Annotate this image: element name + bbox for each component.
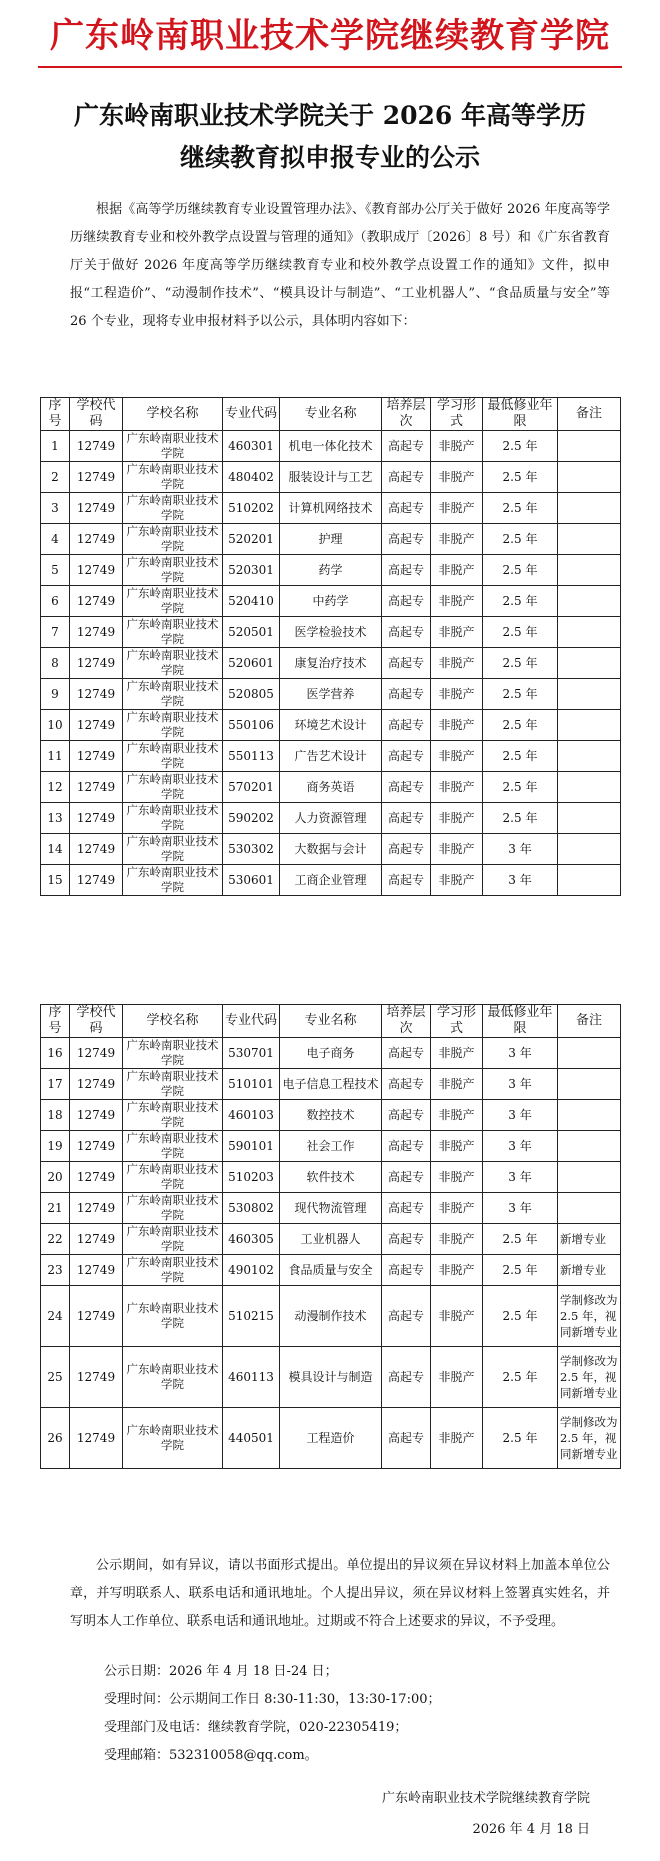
table-row <box>41 1131 621 1162</box>
cell-remarks: 新增专业 <box>558 1255 621 1286</box>
column-header-min-years: 最低修业年限 <box>483 398 558 431</box>
table-body <box>41 1038 621 1469</box>
cell-remarks: 学制修改为 2.5 年，视同新增专业 <box>558 1347 621 1408</box>
cell-major-name: 服装设计与工艺 <box>280 462 382 493</box>
cell-index: 5 <box>41 555 70 586</box>
cell-level: 高起专 <box>382 1100 431 1131</box>
cell-min-years: 2.5 年 <box>483 1255 558 1286</box>
cell-school-name: 广东岭南职业技术学院 <box>123 1408 223 1469</box>
cell-remarks <box>558 710 621 741</box>
cell-school-name: 广东岭南职业技术学院 <box>123 1224 223 1255</box>
cell-major-name: 康复治疗技术 <box>280 648 382 679</box>
cell-min-years: 2.5 年 <box>483 772 558 803</box>
cell-level: 高起专 <box>382 710 431 741</box>
column-header-index: 序号 <box>41 1005 70 1038</box>
cell-level: 高起专 <box>382 1038 431 1069</box>
cell-school-name: 广东岭南职业技术学院 <box>123 679 223 710</box>
column-header-level: 培养层次 <box>382 1005 431 1038</box>
cell-major-code: 520501 <box>223 617 280 648</box>
cell-school-code: 12749 <box>70 865 123 896</box>
column-header-major-code: 专业代码 <box>223 398 280 431</box>
letterhead-divider <box>38 66 622 68</box>
cell-study-mode: 非脱产 <box>431 617 483 648</box>
column-header-index: 序号 <box>41 398 70 431</box>
cell-study-mode: 非脱产 <box>431 834 483 865</box>
cell-major-name: 工商企业管理 <box>280 865 382 896</box>
column-header-min-years: 最低修业年限 <box>483 1005 558 1038</box>
cell-remarks <box>558 1193 621 1224</box>
cell-remarks: 学制修改为 2.5 年，视同新增专业 <box>558 1408 621 1469</box>
cell-major-name: 软件技术 <box>280 1162 382 1193</box>
cell-major-code: 510215 <box>223 1286 280 1347</box>
cell-index: 19 <box>41 1131 70 1162</box>
cell-level: 高起专 <box>382 524 431 555</box>
cell-school-code: 12749 <box>70 1162 123 1193</box>
cell-index: 17 <box>41 1069 70 1100</box>
cell-remarks <box>558 555 621 586</box>
table-row <box>41 462 621 493</box>
cell-school-name: 广东岭南职业技术学院 <box>123 772 223 803</box>
cell-remarks <box>558 834 621 865</box>
cell-school-code: 12749 <box>70 803 123 834</box>
cell-major-name: 中药学 <box>280 586 382 617</box>
cell-school-name: 广东岭南职业技术学院 <box>123 555 223 586</box>
cell-study-mode: 非脱产 <box>431 1408 483 1469</box>
cell-major-name: 机电一体化技术 <box>280 431 382 462</box>
cell-study-mode: 非脱产 <box>431 679 483 710</box>
cell-major-name: 广告艺术设计 <box>280 741 382 772</box>
cell-study-mode: 非脱产 <box>431 1255 483 1286</box>
cell-school-name: 广东岭南职业技术学院 <box>123 524 223 555</box>
cell-min-years: 2.5 年 <box>483 617 558 648</box>
cell-index: 14 <box>41 834 70 865</box>
table-row <box>41 1162 621 1193</box>
cell-index: 15 <box>41 865 70 896</box>
cell-level: 高起专 <box>382 555 431 586</box>
cell-school-code: 12749 <box>70 1347 123 1408</box>
cell-school-name: 广东岭南职业技术学院 <box>123 1193 223 1224</box>
column-header-school-name: 学校名称 <box>123 398 223 431</box>
acceptance-hours: 受理时间：公示期间工作日 8:30-11:30，13:30-17:00； <box>104 1692 441 1707</box>
cell-school-code: 12749 <box>70 1193 123 1224</box>
cell-major-code: 510101 <box>223 1069 280 1100</box>
cell-level: 高起专 <box>382 803 431 834</box>
cell-major-code: 460103 <box>223 1100 280 1131</box>
cell-major-name: 环境艺术设计 <box>280 710 382 741</box>
cell-school-code: 12749 <box>70 617 123 648</box>
cell-remarks <box>558 1038 621 1069</box>
cell-study-mode: 非脱产 <box>431 493 483 524</box>
cell-level: 高起专 <box>382 741 431 772</box>
table-body <box>41 431 621 896</box>
cell-school-code: 12749 <box>70 679 123 710</box>
cell-index: 13 <box>41 803 70 834</box>
column-header-study-mode: 学习形式 <box>431 398 483 431</box>
cell-remarks <box>558 648 621 679</box>
cell-school-name: 广东岭南职业技术学院 <box>123 803 223 834</box>
column-header-remarks: 备注 <box>558 398 621 431</box>
cell-school-code: 12749 <box>70 493 123 524</box>
table-row <box>41 1347 621 1408</box>
cell-study-mode: 非脱产 <box>431 524 483 555</box>
cell-school-code: 12749 <box>70 834 123 865</box>
cell-min-years: 3 年 <box>483 1069 558 1100</box>
cell-index: 26 <box>41 1408 70 1469</box>
cell-min-years: 2.5 年 <box>483 462 558 493</box>
cell-major-code: 550106 <box>223 710 280 741</box>
cell-school-name: 广东岭南职业技术学院 <box>123 493 223 524</box>
cell-major-code: 460113 <box>223 1347 280 1408</box>
cell-remarks <box>558 1162 621 1193</box>
cell-major-code: 460301 <box>223 431 280 462</box>
cell-major-code: 520201 <box>223 524 280 555</box>
cell-index: 20 <box>41 1162 70 1193</box>
cell-school-name: 广东岭南职业技术学院 <box>123 648 223 679</box>
cell-min-years: 2.5 年 <box>483 555 558 586</box>
cell-major-code: 510202 <box>223 493 280 524</box>
table-row <box>41 1069 621 1100</box>
table-header-row <box>41 1005 621 1038</box>
cell-school-code: 12749 <box>70 1255 123 1286</box>
column-header-study-mode: 学习形式 <box>431 1005 483 1038</box>
cell-min-years: 2.5 年 <box>483 710 558 741</box>
cell-level: 高起专 <box>382 462 431 493</box>
cell-major-code: 530802 <box>223 1193 280 1224</box>
column-header-school-name: 学校名称 <box>123 1005 223 1038</box>
cell-remarks <box>558 1100 621 1131</box>
cell-remarks <box>558 1131 621 1162</box>
cell-school-code: 12749 <box>70 555 123 586</box>
cell-study-mode: 非脱产 <box>431 1100 483 1131</box>
cell-level: 高起专 <box>382 865 431 896</box>
cell-remarks <box>558 617 621 648</box>
document-title-line2: 继续教育拟申报专业的公示 <box>179 143 480 172</box>
cell-study-mode: 非脱产 <box>431 431 483 462</box>
table-row <box>41 617 621 648</box>
cell-level: 高起专 <box>382 493 431 524</box>
cell-index: 6 <box>41 586 70 617</box>
table-row <box>41 741 621 772</box>
cell-major-code: 520601 <box>223 648 280 679</box>
cell-school-code: 12749 <box>70 462 123 493</box>
cell-index: 16 <box>41 1038 70 1069</box>
cell-level: 高起专 <box>382 1193 431 1224</box>
cell-min-years: 2.5 年 <box>483 586 558 617</box>
cell-level: 高起专 <box>382 679 431 710</box>
cell-major-code: 510203 <box>223 1162 280 1193</box>
table-row <box>41 648 621 679</box>
cell-school-name: 广东岭南职业技术学院 <box>123 1100 223 1131</box>
cell-school-name: 广东岭南职业技术学院 <box>123 431 223 462</box>
cell-min-years: 2.5 年 <box>483 741 558 772</box>
cell-school-code: 12749 <box>70 1131 123 1162</box>
cell-remarks <box>558 524 621 555</box>
table-row <box>41 803 621 834</box>
cell-school-code: 12749 <box>70 1038 123 1069</box>
cell-min-years: 2.5 年 <box>483 679 558 710</box>
table-row <box>41 524 621 555</box>
cell-school-name: 广东岭南职业技术学院 <box>123 834 223 865</box>
table-row <box>41 1255 621 1286</box>
cell-remarks <box>558 493 621 524</box>
cell-remarks <box>558 431 621 462</box>
cell-major-name: 医学检验技术 <box>280 617 382 648</box>
cell-min-years: 2.5 年 <box>483 1224 558 1255</box>
cell-major-name: 人力资源管理 <box>280 803 382 834</box>
cell-major-name: 医学营养 <box>280 679 382 710</box>
cell-school-name: 广东岭南职业技术学院 <box>123 462 223 493</box>
column-header-remarks: 备注 <box>558 1005 621 1038</box>
cell-index: 23 <box>41 1255 70 1286</box>
cell-level: 高起专 <box>382 431 431 462</box>
cell-major-code: 520410 <box>223 586 280 617</box>
cell-index: 2 <box>41 462 70 493</box>
cell-major-code: 590101 <box>223 1131 280 1162</box>
publicity-period: 公示日期：2026 年 4 月 18 日-24 日； <box>104 1664 338 1679</box>
cell-level: 高起专 <box>382 1131 431 1162</box>
cell-level: 高起专 <box>382 648 431 679</box>
cell-major-code: 520805 <box>223 679 280 710</box>
cell-major-name: 工业机器人 <box>280 1224 382 1255</box>
table-row <box>41 772 621 803</box>
cell-index: 4 <box>41 524 70 555</box>
table-row <box>41 586 621 617</box>
table-row <box>41 1100 621 1131</box>
cell-school-name: 广东岭南职业技术学院 <box>123 1255 223 1286</box>
cell-min-years: 3 年 <box>483 1193 558 1224</box>
cell-major-name: 计算机网络技术 <box>280 493 382 524</box>
cell-school-name: 广东岭南职业技术学院 <box>123 865 223 896</box>
cell-remarks <box>558 741 621 772</box>
cell-major-code: 570201 <box>223 772 280 803</box>
cell-level: 高起专 <box>382 772 431 803</box>
red-letterhead: 广东岭南职业技术学院继续教育学院 <box>50 16 610 56</box>
document-title-line1: 广东岭南职业技术学院关于 2026 年高等学历 <box>74 101 586 130</box>
column-header-major-name: 专业名称 <box>280 398 382 431</box>
cell-index: 21 <box>41 1193 70 1224</box>
table-row <box>41 710 621 741</box>
cell-study-mode: 非脱产 <box>431 1347 483 1408</box>
cell-index: 25 <box>41 1347 70 1408</box>
cell-school-code: 12749 <box>70 1224 123 1255</box>
cell-major-code: 480402 <box>223 462 280 493</box>
cell-school-name: 广东岭南职业技术学院 <box>123 617 223 648</box>
cell-study-mode: 非脱产 <box>431 1069 483 1100</box>
cell-remarks <box>558 772 621 803</box>
cell-remarks <box>558 679 621 710</box>
cell-min-years: 3 年 <box>483 1038 558 1069</box>
cell-major-name: 大数据与会计 <box>280 834 382 865</box>
cell-index: 12 <box>41 772 70 803</box>
cell-school-code: 12749 <box>70 431 123 462</box>
cell-remarks <box>558 803 621 834</box>
cell-school-code: 12749 <box>70 586 123 617</box>
cell-study-mode: 非脱产 <box>431 1038 483 1069</box>
cell-study-mode: 非脱产 <box>431 865 483 896</box>
cell-major-code: 550113 <box>223 741 280 772</box>
cell-remarks <box>558 586 621 617</box>
column-header-school-code: 学校代码 <box>70 398 123 431</box>
table-row <box>41 1224 621 1255</box>
cell-remarks: 新增专业 <box>558 1224 621 1255</box>
cell-study-mode: 非脱产 <box>431 772 483 803</box>
cell-index: 22 <box>41 1224 70 1255</box>
cell-major-name: 社会工作 <box>280 1131 382 1162</box>
cell-school-name: 广东岭南职业技术学院 <box>123 1069 223 1100</box>
cell-school-name: 广东岭南职业技术学院 <box>123 1162 223 1193</box>
cell-min-years: 2.5 年 <box>483 431 558 462</box>
table-row <box>41 431 621 462</box>
cell-school-code: 12749 <box>70 741 123 772</box>
table-row <box>41 555 621 586</box>
table-row <box>41 1286 621 1347</box>
cell-index: 8 <box>41 648 70 679</box>
cell-school-name: 广东岭南职业技术学院 <box>123 586 223 617</box>
cell-level: 高起专 <box>382 586 431 617</box>
cell-index: 1 <box>41 431 70 462</box>
table-row <box>41 1408 621 1469</box>
column-header-level: 培养层次 <box>382 398 431 431</box>
cell-major-name: 现代物流管理 <box>280 1193 382 1224</box>
table-header-row <box>41 398 621 431</box>
acceptance-email: 受理邮箱：532310058@qq.com。 <box>104 1748 318 1763</box>
cell-major-name: 数控技术 <box>280 1100 382 1131</box>
signature-date: 2026 年 4 月 18 日 <box>472 1822 590 1837</box>
cell-level: 高起专 <box>382 1255 431 1286</box>
cell-major-name: 护理 <box>280 524 382 555</box>
cell-major-code: 530302 <box>223 834 280 865</box>
cell-level: 高起专 <box>382 1224 431 1255</box>
majors-table-part1 <box>40 397 621 896</box>
cell-major-code: 530701 <box>223 1038 280 1069</box>
cell-major-code: 490102 <box>223 1255 280 1286</box>
cell-study-mode: 非脱产 <box>431 1286 483 1347</box>
cell-major-code: 520301 <box>223 555 280 586</box>
cell-index: 9 <box>41 679 70 710</box>
cell-major-name: 药学 <box>280 555 382 586</box>
cell-major-code: 590202 <box>223 803 280 834</box>
cell-major-name: 电子信息工程技术 <box>280 1069 382 1100</box>
cell-study-mode: 非脱产 <box>431 1224 483 1255</box>
cell-remarks <box>558 462 621 493</box>
cell-min-years: 2.5 年 <box>483 1347 558 1408</box>
cell-min-years: 3 年 <box>483 1162 558 1193</box>
acceptance-dept-phone: 受理部门及电话：继续教育学院，020-22305419； <box>104 1720 408 1735</box>
cell-study-mode: 非脱产 <box>431 710 483 741</box>
cell-index: 11 <box>41 741 70 772</box>
cell-remarks: 学制修改为 2.5 年，视同新增专业 <box>558 1286 621 1347</box>
cell-school-code: 12749 <box>70 524 123 555</box>
cell-min-years: 3 年 <box>483 865 558 896</box>
table-row <box>41 493 621 524</box>
cell-index: 3 <box>41 493 70 524</box>
cell-school-name: 广东岭南职业技术学院 <box>123 1347 223 1408</box>
majors-table-part2 <box>40 1004 621 1469</box>
cell-level: 高起专 <box>382 1408 431 1469</box>
cell-major-name: 食品质量与安全 <box>280 1255 382 1286</box>
cell-level: 高起专 <box>382 1069 431 1100</box>
cell-min-years: 3 年 <box>483 1131 558 1162</box>
cell-school-code: 12749 <box>70 1286 123 1347</box>
table-row <box>41 1038 621 1069</box>
cell-min-years: 2.5 年 <box>483 524 558 555</box>
cell-major-name: 电子商务 <box>280 1038 382 1069</box>
table-row <box>41 1193 621 1224</box>
cell-level: 高起专 <box>382 1347 431 1408</box>
cell-min-years: 3 年 <box>483 1100 558 1131</box>
intro-paragraph: 根据《高等学历继续教育专业设置管理办法》、《教育部办公厅关于做好 2026 年度高等学历继续教育专业和校外教学点设置与管理的通知》（教职成厅〔2026〕8 号）和《广东省教育厅关于做好 2026 年度高等学历继续教育专业和校外教学点设置工作的通知》文件，拟申报“工程造价”、“动漫制作技术”、“模具设计与制造”、“工业机器人”、“食品质量与安全”等 26 个专业，现将专业申报材料予以公示，具体明内容如下： <box>70 202 610 329</box>
cell-study-mode: 非脱产 <box>431 462 483 493</box>
cell-school-code: 12749 <box>70 1408 123 1469</box>
cell-school-name: 广东岭南职业技术学院 <box>123 1286 223 1347</box>
cell-major-code: 440501 <box>223 1408 280 1469</box>
cell-level: 高起专 <box>382 1162 431 1193</box>
cell-level: 高起专 <box>382 617 431 648</box>
cell-school-code: 12749 <box>70 772 123 803</box>
cell-school-name: 广东岭南职业技术学院 <box>123 1038 223 1069</box>
column-header-major-code: 专业代码 <box>223 1005 280 1038</box>
cell-study-mode: 非脱产 <box>431 1193 483 1224</box>
table-row <box>41 679 621 710</box>
cell-school-code: 12749 <box>70 710 123 741</box>
cell-school-name: 广东岭南职业技术学院 <box>123 741 223 772</box>
cell-min-years: 2.5 年 <box>483 1408 558 1469</box>
cell-study-mode: 非脱产 <box>431 586 483 617</box>
cell-index: 10 <box>41 710 70 741</box>
cell-study-mode: 非脱产 <box>431 648 483 679</box>
cell-major-name: 工程造价 <box>280 1408 382 1469</box>
cell-study-mode: 非脱产 <box>431 555 483 586</box>
cell-school-code: 12749 <box>70 648 123 679</box>
cell-study-mode: 非脱产 <box>431 1131 483 1162</box>
cell-study-mode: 非脱产 <box>431 741 483 772</box>
column-header-school-code: 学校代码 <box>70 1005 123 1038</box>
cell-study-mode: 非脱产 <box>431 803 483 834</box>
cell-level: 高起专 <box>382 834 431 865</box>
cell-school-name: 广东岭南职业技术学院 <box>123 710 223 741</box>
cell-min-years: 2.5 年 <box>483 1286 558 1347</box>
cell-major-name: 模具设计与制造 <box>280 1347 382 1408</box>
cell-index: 18 <box>41 1100 70 1131</box>
table-row <box>41 834 621 865</box>
objection-paragraph: 公示期间，如有异议，请以书面形式提出。单位提出的异议须在异议材料上加盖本单位公章，并写明联系人、联系电话和通讯地址。个人提出异议，须在异议材料上签署真实姓名，并写明本人工作单位、联系电话和通讯地址。过期或不符合上述要求的异议，不予受理。 <box>70 1558 610 1629</box>
cell-min-years: 3 年 <box>483 834 558 865</box>
cell-remarks <box>558 865 621 896</box>
cell-major-name: 动漫制作技术 <box>280 1286 382 1347</box>
column-header-major-name: 专业名称 <box>280 1005 382 1038</box>
cell-remarks <box>558 1069 621 1100</box>
cell-major-code: 460305 <box>223 1224 280 1255</box>
table-row <box>41 865 621 896</box>
cell-min-years: 2.5 年 <box>483 648 558 679</box>
cell-study-mode: 非脱产 <box>431 1162 483 1193</box>
cell-index: 24 <box>41 1286 70 1347</box>
cell-level: 高起专 <box>382 1286 431 1347</box>
cell-major-code: 530601 <box>223 865 280 896</box>
cell-min-years: 2.5 年 <box>483 493 558 524</box>
cell-min-years: 2.5 年 <box>483 803 558 834</box>
cell-school-code: 12749 <box>70 1100 123 1131</box>
cell-school-name: 广东岭南职业技术学院 <box>123 1131 223 1162</box>
signature-org: 广东岭南职业技术学院继续教育学院 <box>381 1791 590 1806</box>
cell-major-name: 商务英语 <box>280 772 382 803</box>
cell-school-code: 12749 <box>70 1069 123 1100</box>
cell-index: 7 <box>41 617 70 648</box>
